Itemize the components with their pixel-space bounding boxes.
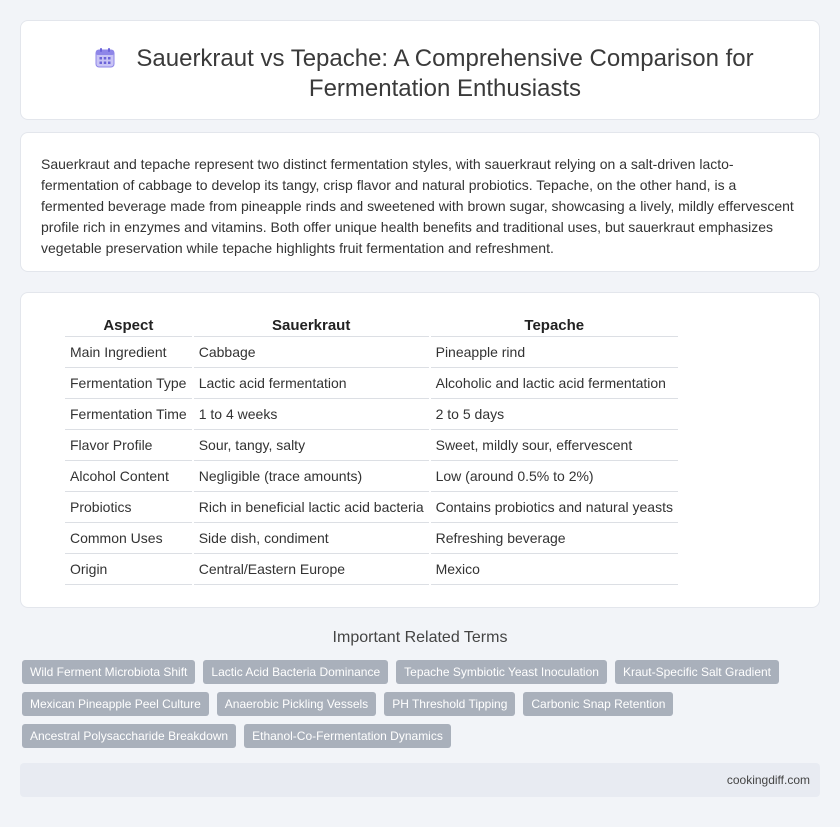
table-row xyxy=(65,430,678,461)
aspect-cell: Fermentation Time xyxy=(65,399,192,430)
tepache-cell: Alcoholic and lactic acid fermentation xyxy=(431,368,678,399)
table-header-row xyxy=(65,315,678,337)
table-row xyxy=(65,554,678,585)
tepache-cell: Sweet, mildly sour, effervescent xyxy=(431,430,678,461)
comparison-table-card xyxy=(20,292,820,608)
tepache-cell: 2 to 5 days xyxy=(431,399,678,430)
intro-card xyxy=(20,132,820,272)
related-term-tag[interactable]: Kraut-Specific Salt Gradient xyxy=(615,660,779,684)
aspect-cell: Origin xyxy=(65,554,192,585)
related-term-tag[interactable]: Ancestral Polysaccharide Breakdown xyxy=(22,724,236,748)
related-term-tag[interactable]: Ethanol-Co-Fermentation Dynamics xyxy=(244,724,451,748)
aspect-cell: Probiotics xyxy=(65,492,192,523)
tepache-cell: Pineapple rind xyxy=(431,337,678,368)
table-row xyxy=(65,399,678,430)
tepache-cell: Low (around 0.5% to 2%) xyxy=(431,461,678,492)
sauerkraut-cell: Rich in beneficial lactic acid bacteria xyxy=(194,492,429,523)
related-term-tag[interactable]: Carbonic Snap Retention xyxy=(523,692,673,716)
related-term-tag[interactable]: PH Threshold Tipping xyxy=(384,692,515,716)
header-sauerkraut: Sauerkraut xyxy=(194,315,429,337)
tepache-cell: Contains probiotics and natural yeasts xyxy=(431,492,678,523)
related-term-tag[interactable]: Tepache Symbiotic Yeast Inoculation xyxy=(396,660,607,684)
footer xyxy=(20,763,820,797)
title-wrap xyxy=(21,44,819,104)
calendar-icon xyxy=(93,46,117,70)
related-terms-list xyxy=(22,660,812,748)
sauerkraut-cell: 1 to 4 weeks xyxy=(194,399,429,430)
aspect-cell: Fermentation Type xyxy=(65,368,192,399)
table-row xyxy=(65,337,678,368)
sauerkraut-cell: Negligible (trace amounts) xyxy=(194,461,429,492)
sauerkraut-cell: Sour, tangy, salty xyxy=(194,430,429,461)
intro-paragraph: Sauerkraut and tepache represent two distinct fermentation styles, with sauerkraut relying on a salt-driven lacto-fermentation of cabbage to develop its tangy, crisp flavor and natural probiotics. Tepache, on the other hand, is a fermented beverage made from pineapple rinds and sweetened with brown sugar, showcasing a lively, mildly effervescent profile rich in enzymes and vitamins. Both offer unique health benefits and traditional uses, but sauerkraut emphasizes vegetable preservation while tepache highlights fruit fermentation and refreshment. xyxy=(41,156,794,256)
page-title: Sauerkraut vs Tepache: A Comprehensive Comparison for Fermentation Enthusiasts xyxy=(136,45,754,102)
footer-site-link[interactable]: cookingdiff.com xyxy=(726,773,810,787)
table-row xyxy=(65,523,678,554)
table-row xyxy=(65,368,678,399)
tepache-cell: Refreshing beverage xyxy=(431,523,678,554)
related-terms-heading: Important Related Terms xyxy=(332,629,508,646)
table-row xyxy=(65,492,678,523)
header-aspect: Aspect xyxy=(65,315,192,337)
sauerkraut-cell: Cabbage xyxy=(194,337,429,368)
aspect-cell: Main Ingredient xyxy=(65,337,192,368)
title-card xyxy=(20,20,820,120)
header-tepache: Tepache xyxy=(431,315,678,337)
related-term-tag[interactable]: Lactic Acid Bacteria Dominance xyxy=(203,660,388,684)
aspect-cell: Common Uses xyxy=(65,523,192,554)
sauerkraut-cell: Lactic acid fermentation xyxy=(194,368,429,399)
aspect-cell: Alcohol Content xyxy=(65,461,192,492)
sauerkraut-cell: Central/Eastern Europe xyxy=(194,554,429,585)
sauerkraut-cell: Side dish, condiment xyxy=(194,523,429,554)
related-term-tag[interactable]: Mexican Pineapple Peel Culture xyxy=(22,692,209,716)
tepache-cell: Mexico xyxy=(431,554,678,585)
table-row xyxy=(65,461,678,492)
comparison-table xyxy=(63,315,680,585)
related-term-tag[interactable]: Wild Ferment Microbiota Shift xyxy=(22,660,195,684)
aspect-cell: Flavor Profile xyxy=(65,430,192,461)
related-term-tag[interactable]: Anaerobic Pickling Vessels xyxy=(217,692,376,716)
